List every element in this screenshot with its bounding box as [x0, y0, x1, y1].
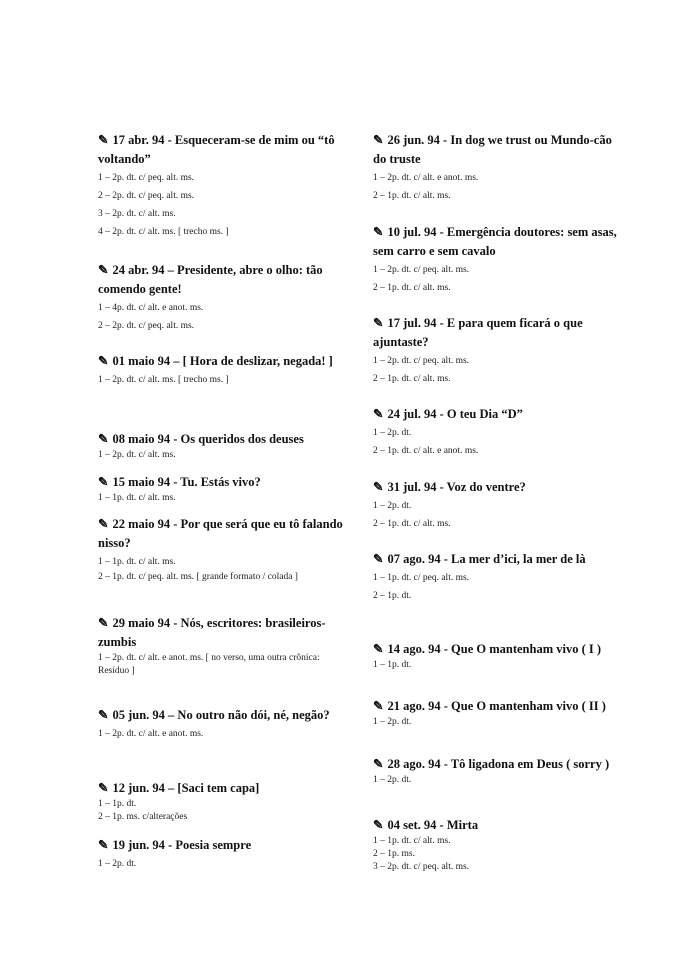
entry-line: 2 – 1p. dt.	[373, 591, 412, 601]
list-item	[98, 430, 343, 462]
entry-line: 1 – 2p. dt. c/ peq. alt. ms.	[98, 173, 195, 183]
pen-icon: ✎	[98, 616, 109, 630]
entry-title: ✎ 17 jul. 94 - E para quem ficará o que ajuntaste?	[373, 316, 583, 349]
entry-line: 1 – 1p. dt. c/ alt. ms.	[98, 493, 176, 503]
entry-title: ✎ 07 ago. 94 - La mer d’ici, la mer de là	[373, 552, 586, 566]
entry-line: 2 – 1p. dt. c/ alt. ms.	[373, 191, 451, 201]
entry-title: ✎ 10 jul. 94 - Emergência doutores: sem asas, sem carro e sem cavalo	[373, 225, 617, 258]
entry-line: 1 – 2p. dt. c/ alt. ms.	[98, 450, 176, 460]
entry-line: 1 – 2p. dt. c/ alt. e anot. ms. [ no verso, uma outra crônica: Resíduo ]	[98, 653, 320, 676]
pen-icon: ✎	[98, 781, 109, 795]
pen-icon: ✎	[98, 708, 109, 722]
list-item	[373, 223, 618, 297]
entry-line: 1 – 1p. dt. c/ alt. ms.	[373, 836, 451, 846]
entry-line: 1 – 2p. dt. c/ peq. alt. ms.	[373, 265, 470, 275]
entry-line: 3 – 2p. dt. c/ alt. ms.	[98, 209, 176, 219]
pen-icon: ✎	[98, 354, 109, 368]
entry-line: 1 – 4p. dt. c/ alt. e anot. ms.	[98, 303, 204, 313]
entry-title: ✎ 22 maio 94 - Por que será que eu tô falando nisso?	[98, 517, 343, 550]
entry-line: 1 – 2p. dt. c/ alt. e anot. ms.	[98, 729, 204, 739]
entry-title: ✎ 15 maio 94 - Tu. Estás vivo?	[98, 475, 261, 489]
pen-icon: ✎	[373, 407, 384, 421]
pen-icon: ✎	[373, 699, 384, 713]
entry-title: ✎ 21 ago. 94 - Que O mantenham vivo ( II )	[373, 699, 606, 713]
list-item	[373, 478, 618, 533]
entry-title: ✎ 17 abr. 94 - Esqueceram-se de mim ou “tô voltando”	[98, 133, 335, 166]
entry-line: 2 – 1p. dt. c/ alt. e anot. ms.	[373, 446, 479, 456]
list-item	[98, 261, 343, 335]
pen-icon: ✎	[98, 517, 109, 531]
entry-line: 1 – 2p. dt.	[98, 859, 137, 869]
list-item	[373, 314, 618, 388]
entry-title: ✎ 29 maio 94 - Nós, escritores: brasileiros-zumbis	[98, 616, 326, 649]
list-item	[98, 614, 343, 678]
pen-icon: ✎	[373, 225, 384, 239]
entry-title: ✎ 26 jun. 94 - In dog we trust ou Mundo-cão do truste	[373, 133, 612, 166]
entry-line: 1 – 2p. dt. c/ alt. e anot. ms.	[373, 173, 479, 183]
entry-line: 3 – 2p. dt. c/ peq. alt. ms.	[373, 862, 470, 872]
list-item	[98, 515, 343, 584]
entry-line: 1 – 2p. dt.	[373, 428, 412, 438]
entry-line: 2 – 1p. dt. c/ alt. ms.	[373, 519, 451, 529]
list-item	[98, 836, 343, 873]
pen-icon: ✎	[98, 133, 109, 147]
entry-line: 1 – 1p. dt. c/ peq. alt. ms.	[373, 573, 470, 583]
list-item	[373, 755, 618, 787]
list-item	[373, 640, 618, 672]
entry-line: 2 – 1p. dt. c/ alt. ms.	[373, 283, 451, 293]
pen-icon: ✎	[373, 316, 384, 330]
entry-line: 1 – 2p. dt.	[373, 501, 412, 511]
entry-title: ✎ 31 jul. 94 - Voz do ventre?	[373, 480, 526, 494]
pen-icon: ✎	[98, 838, 109, 852]
pen-icon: ✎	[373, 642, 384, 656]
list-item	[373, 131, 618, 205]
list-item	[98, 131, 343, 241]
pen-icon: ✎	[373, 757, 384, 771]
pen-icon: ✎	[373, 552, 384, 566]
list-item	[98, 473, 343, 505]
list-item	[98, 779, 343, 824]
entry-line: 2 – 1p. ms. c/alterações	[98, 812, 188, 822]
entry-line: 2 – 2p. dt. c/ peq. alt. ms.	[98, 191, 195, 201]
entry-title: ✎ 14 ago. 94 - Que O mantenham vivo ( I )	[373, 642, 602, 656]
pen-icon: ✎	[373, 133, 384, 147]
list-item	[373, 550, 618, 605]
entry-line: 2 – 2p. dt. c/ peq. alt. ms.	[98, 321, 195, 331]
entry-title: ✎ 12 jun. 94 – [Saci tem capa]	[98, 781, 260, 795]
entry-title: ✎ 01 maio 94 – [ Hora de deslizar, negada! ]	[98, 354, 333, 368]
entry-line: 1 – 1p. dt. c/ alt. ms.	[98, 557, 176, 567]
entry-line: 1 – 2p. dt. c/ peq. alt. ms.	[373, 356, 470, 366]
entry-title: ✎ 08 maio 94 - Os queridos dos deuses	[98, 432, 304, 446]
list-item	[98, 706, 343, 743]
pen-icon: ✎	[98, 263, 109, 277]
entry-line: 4 – 2p. dt. c/ alt. ms. [ trecho ms. ]	[98, 227, 229, 237]
entry-title: ✎ 24 jul. 94 - O teu Dia “D”	[373, 407, 523, 421]
list-item	[373, 405, 618, 460]
entry-title: ✎ 24 abr. 94 – Presidente, abre o olho: tão comendo gente!	[98, 263, 323, 296]
entry-title: ✎ 04 set. 94 - Mirta	[373, 818, 479, 832]
entry-title: ✎ 05 jun. 94 – No outro não dói, né, negão?	[98, 708, 330, 722]
pen-icon: ✎	[373, 818, 384, 832]
list-item	[98, 352, 343, 389]
entry-line: 2 – 1p. dt. c/ peq. alt. ms. [ grande formato / colada ]	[98, 572, 298, 582]
entry-line: 2 – 1p. ms.	[373, 849, 415, 859]
entry-line: 2 – 1p. dt. c/ alt. ms.	[373, 374, 451, 384]
entry-title: ✎ 19 jun. 94 - Poesia sempre	[98, 838, 252, 852]
entry-line: 1 – 1p. dt.	[98, 799, 137, 809]
pen-icon: ✎	[373, 480, 384, 494]
list-item	[373, 697, 618, 729]
pen-icon: ✎	[98, 475, 109, 489]
pen-icon: ✎	[98, 432, 109, 446]
entry-line: 1 – 2p. dt. c/ alt. ms. [ trecho ms. ]	[98, 375, 229, 385]
entry-line: 1 – 2p. dt.	[373, 717, 412, 727]
entry-title: ✎ 28 ago. 94 - Tô ligadona em Deus ( sorry )	[373, 757, 610, 771]
entry-line: 1 – 1p. dt.	[373, 660, 412, 670]
list-item	[373, 816, 618, 874]
entry-line: 1 – 2p. dt.	[373, 775, 412, 785]
